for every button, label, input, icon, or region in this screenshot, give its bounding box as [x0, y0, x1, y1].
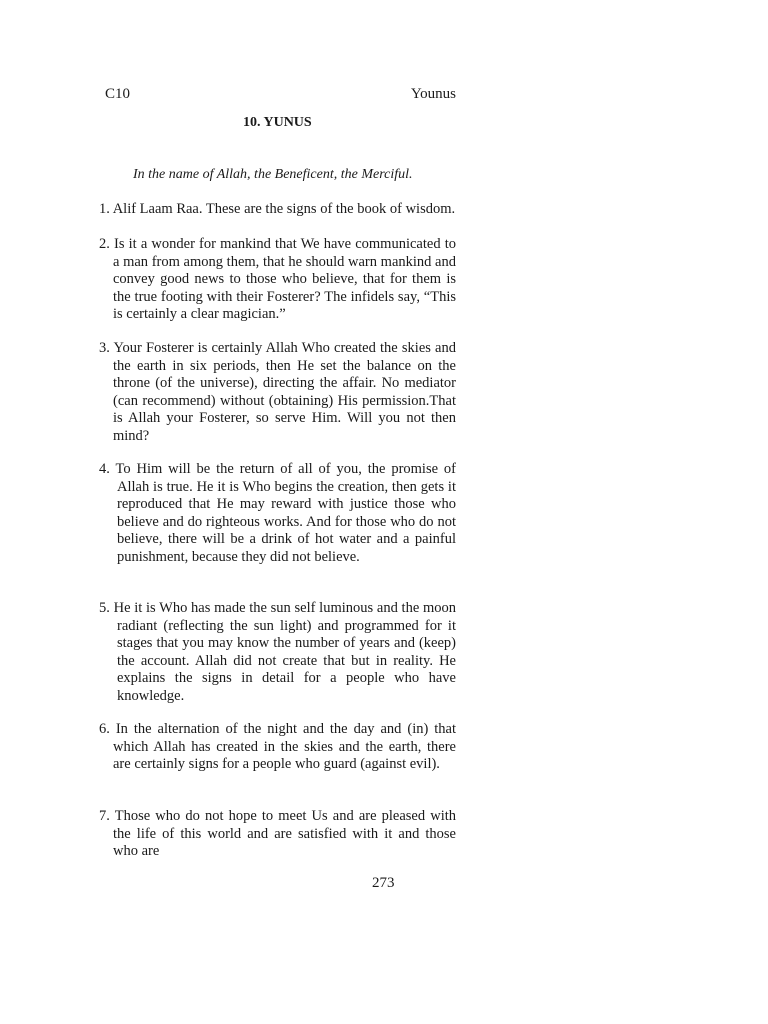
verse-text: Your Fosterer is certainly Allah Who created the skies and the earth in six periods, then He set the balance on the throne (of the universe), directing the affair. No mediator (can recommend) without (obtaining) His permission.That is Allah your Fosterer, so serve Him. Will you not then mind? — [113, 340, 456, 444]
verse-number: 5. — [99, 600, 110, 616]
header-surah-name: Younus — [410, 86, 456, 102]
verse-number: 2. — [99, 236, 110, 252]
verse-6 — [99, 721, 456, 774]
verse-text: Those who do not hope to meet Us and are pleased with the life of this world and are satisfied with it and those who are — [113, 808, 456, 860]
verse-text: To Him will be the return of all of you, the promise of Allah is true. He it is Who begins the creation, then gets it reproduced that He may reward with justice those who believe and do righteous works. And for those who do not believe, there will be a drink of hot water and a painful punishment, because they did not believe. — [115, 461, 456, 565]
verse-text: He it is Who has made the sun self luminous and the moon radiant (reflecting the sun light) and programmed for it stages that you may know the number of years and (keep) the account. Allah did not create that but in reality. He explains the signs in detail for a people who have knowledge. — [113, 600, 457, 704]
verse-5 — [99, 600, 456, 706]
basmala: In the name of Allah, the Beneficent, the Merciful. — [133, 167, 413, 182]
verse-1 — [99, 201, 456, 219]
verse-4 — [99, 461, 456, 567]
verse-2 — [99, 236, 456, 324]
verse-number: 1. — [99, 201, 110, 217]
verse-text: Is it a wonder for mankind that We have communicated to a man from among them, that he should warn mankind and convey good news to those who believe, that for them is the true footing with their Fosterer? The infidels say, “This is certainly a clear magician.” — [113, 236, 457, 323]
chapter-title: 10. YUNUS — [243, 115, 312, 130]
page-number: 273 — [372, 875, 395, 891]
verse-text: Alif Laam Raa. These are the signs of the book of wisdom. — [112, 201, 456, 217]
header-chapter-code: C10 — [105, 86, 131, 102]
verse-number: 7. — [99, 808, 110, 824]
verse-number: 3. — [99, 340, 110, 356]
verse-text: In the alternation of the night and the day and (in) that which Allah has created in the skies and the earth, there are certainly signs for a people who guard (against evil). — [113, 721, 457, 773]
verse-number: 6. — [99, 721, 110, 737]
verse-3 — [99, 340, 456, 446]
verse-7 — [99, 808, 456, 861]
verse-number: 4. — [99, 461, 110, 477]
